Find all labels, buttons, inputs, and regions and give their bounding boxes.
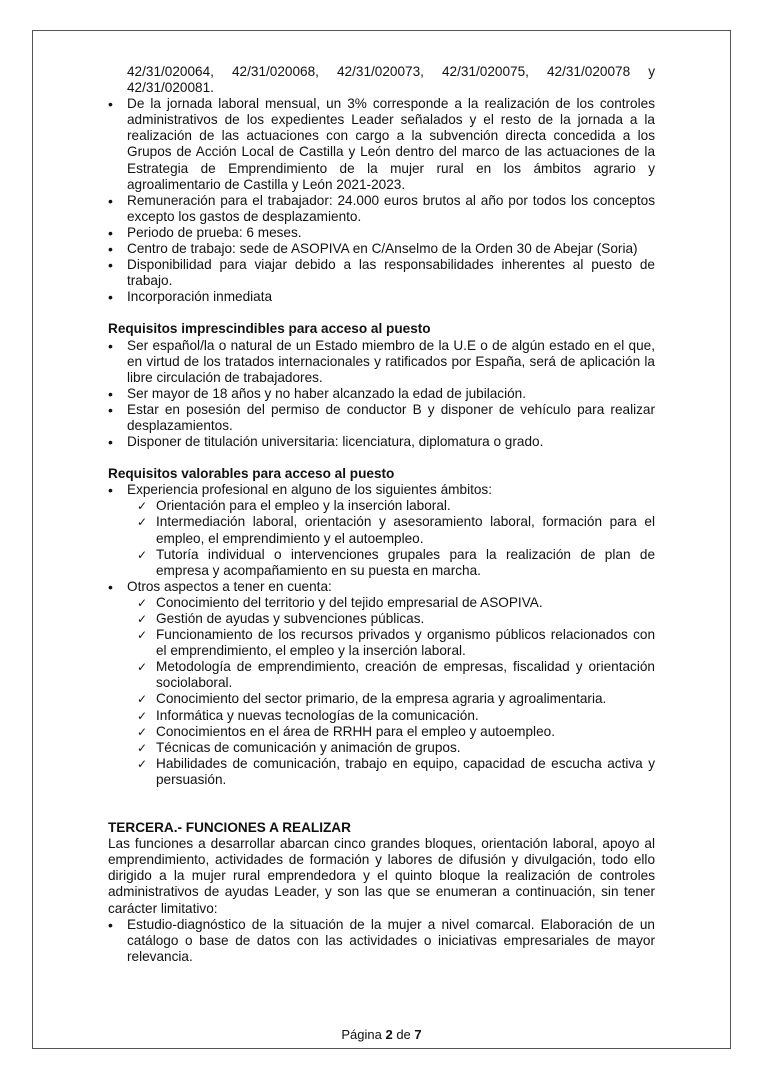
requisitos-valorables-list <box>108 482 655 788</box>
list-item: • Ser mayor de 18 años y no haber alcanzado la edad de jubilación. <box>108 386 655 402</box>
expedient-codes: 42/31/020064, 42/31/020068, 42/31/020073, 42/31/020075, 42/31/020078 y 42/31/020081. <box>127 64 655 96</box>
check-item: ✓ Intermediación laboral, orientación y asesoramiento laboral, formación para el empleo, el emprendimiento y el autoempleo. <box>137 514 655 546</box>
list-item <box>108 579 655 788</box>
document-body <box>108 64 655 965</box>
requisitos-imprescindibles-list <box>108 338 655 451</box>
check-list <box>137 595 655 788</box>
list-item <box>108 482 655 579</box>
check-item: ✓ Habilidades de comunicación, trabajo en equipo, capacidad de escucha activa y persuasión. <box>137 756 655 788</box>
check-item: ✓ Gestión de ayudas y subvenciones públicas. <box>137 611 655 627</box>
check-item: ✓ Metodología de emprendimiento, creación de empresas, fiscalidad y orientación sociolaboral. <box>137 659 655 691</box>
group-label: Otros aspectos a tener en cuenta: <box>127 578 332 594</box>
check-item: ✓ Funcionamiento de los recursos privados y organismo públicos relacionados con el emprendimiento, el empleo y la inserción laboral. <box>137 627 655 659</box>
check-item: ✓ Conocimiento del territorio y del tejido empresarial de ASOPIVA. <box>137 595 655 611</box>
check-item: ✓ Conocimiento del sector primario, de la empresa agraria y agroalimentaria. <box>137 691 655 707</box>
list-item: • Ser español/la o natural de un Estado miembro de la U.E o de algún estado en el que, en virtud de los tratados internacionales y ratificados por España, será de aplicación la libre circulación de trabajadores. <box>108 338 655 386</box>
check-list <box>137 498 655 578</box>
list-item: • Disponer de titulación universitaria: licenciatura, diplomatura o grado. <box>108 434 655 450</box>
list-item: • Estar en posesión del permiso de conductor B y disponer de vehículo para realizar desplazamientos. <box>108 402 655 434</box>
tercera-list <box>108 917 655 965</box>
check-item: ✓ Informática y nuevas tecnologías de la comunicación. <box>137 708 655 724</box>
section-heading-requisitos-imprescindibles: Requisitos imprescindibles para acceso al puesto <box>108 321 431 337</box>
footer-page-number: 2 <box>385 1027 393 1042</box>
list-item: • Centro de trabajo: sede de ASOPIVA en C/Anselmo de la Orden 30 de Abejar (Soria) <box>108 241 655 257</box>
check-item: ✓ Orientación para el empleo y la inserción laboral. <box>137 498 655 514</box>
intro-list <box>108 64 655 305</box>
list-item: • Remuneración para el trabajador: 24.000 euros brutos al año por todos los conceptos excepto los gastos de desplazamiento. <box>108 193 655 225</box>
check-item: ✓ Tutoría individual o intervenciones grupales para la realización de plan de empresa y acompañamiento en su puesta en marcha. <box>137 547 655 579</box>
page-footer <box>0 1027 763 1042</box>
check-item: ✓ Técnicas de comunicación y animación de grupos. <box>137 740 655 756</box>
list-item <box>108 64 655 96</box>
section-heading-requisitos-valorables: Requisitos valorables para acceso al puesto <box>108 466 395 482</box>
footer-prefix: Página <box>341 1027 382 1042</box>
footer-total-pages: 7 <box>414 1027 422 1042</box>
list-item: • De la jornada laboral mensual, un 3% corresponde a la realización de los controles administrativos de los expedientes Leader señalados y el resto de la jornada a la realización de las actuaciones con cargo a la subvención directa concedida a los Grupos de Acción Local de Castilla y León dentro del marco de las actuaciones de la Estrategia de Emprendimiento de la mujer rural en los ámbitos agrario y agroalimentario de Castilla y León 2021-2023. <box>108 96 655 193</box>
list-item: • Periodo de prueba: 6 meses. <box>108 225 655 241</box>
footer-of: de <box>396 1027 411 1042</box>
tercera-paragraph: Las funciones a desarrollar abarcan cinco grandes bloques, orientación laboral, apoyo al emprendimiento, actividades de formación y labores de difusión y divulgación, todo ello dirigido a la mujer rural emprendedora y el quinto bloque la realización de controles administrativos de ayudas Leader, y son las que se enumeran a continuación, sin tener carácter limitativo: <box>108 836 655 916</box>
list-item: • Incorporación inmediata <box>108 289 655 305</box>
list-item: • Disponibilidad para viajar debido a las responsabilidades inherentes al puesto de trabajo. <box>108 257 655 289</box>
list-item: • Estudio-diagnóstico de la situación de la mujer a nivel comarcal. Elaboración de un catálogo o base de datos con las actividades o iniciativas empresariales de mayor relevancia. <box>108 917 655 965</box>
group-label: Experiencia profesional en alguno de los siguientes ámbitos: <box>127 482 492 498</box>
section-heading-tercera: TERCERA.- FUNCIONES A REALIZAR <box>108 820 351 836</box>
check-item: ✓ Conocimientos en el área de RRHH para el empleo y autoempleo. <box>137 724 655 740</box>
